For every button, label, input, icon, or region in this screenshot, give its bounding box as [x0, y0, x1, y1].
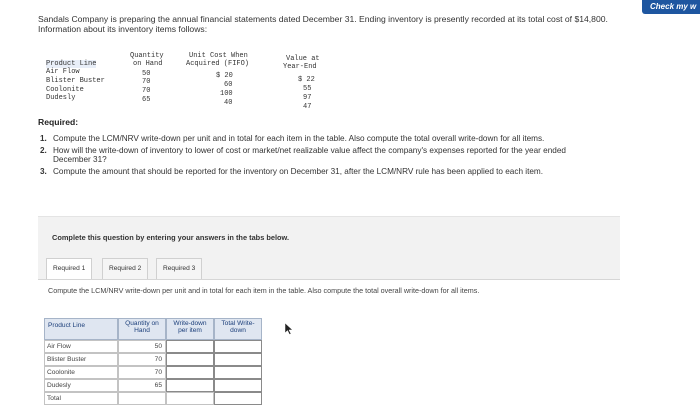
row-product: Air Flow	[46, 68, 80, 76]
tab-content-text: Compute the LCM/NRV write-down per unit and in total for each item in the table. Also compute the total overall write-down for all items.	[48, 286, 480, 295]
requirement-text: How will the write-down of inventory to lower of cost or market/net realizable value affect the company's expenses reported for the year ended December 31?	[53, 145, 566, 165]
grid-header-product-line: Product Line	[44, 318, 118, 340]
inventory-table	[46, 52, 346, 114]
requirement-number: 2.	[40, 145, 47, 155]
grid-header-writedown-1: Write-down	[173, 320, 207, 327]
grid-header-writedown	[166, 318, 214, 340]
writedown-per-item-input[interactable]	[166, 353, 214, 366]
total-writedown-input[interactable]	[214, 379, 262, 392]
required-title: Required:	[38, 117, 79, 127]
requirement-text: Compute the amount that should be reported for the inventory on December 31, after the LCM/NRV rule has been applied to each item.	[53, 166, 544, 176]
grid-header-quantity	[118, 318, 166, 340]
header-unit-cost-1: Unit Cost When	[189, 52, 248, 60]
grid-row-quantity: 70	[118, 353, 166, 366]
row-quantity: 70	[142, 78, 151, 86]
header-quantity-1: Quantity	[130, 52, 164, 60]
total-writedown-input[interactable]	[214, 366, 262, 379]
requirement-item	[40, 167, 600, 177]
grid-header-quantity-2: Hand	[134, 327, 150, 335]
grid-row-quantity: 70	[118, 366, 166, 379]
grid-row-quantity	[118, 392, 166, 405]
row-unit-cost: $ 20	[216, 72, 233, 80]
header-product-line: Product Line	[46, 60, 97, 68]
row-value: 97	[303, 94, 312, 102]
header-quantity-2: on Hand	[133, 60, 163, 68]
writedown-per-item-input[interactable]	[166, 340, 214, 353]
grid-header-total-1: Total Write-	[221, 320, 255, 327]
grid-total-writedown-per-item	[166, 392, 214, 405]
panel-instruction: Complete this question by entering your answers in the tabs below.	[52, 233, 290, 242]
tab-required-1[interactable]: Required 1	[46, 258, 92, 281]
tab-required-2[interactable]: Required 2	[102, 258, 148, 279]
grid-row-quantity: 50	[118, 340, 166, 353]
grid-header-total	[214, 318, 262, 340]
requirement-text: Compute the LCM/NRV write-down per unit and in total for each item in the table. Also compute the total overall write-down for all items.	[53, 134, 545, 143]
row-value: 55	[303, 85, 312, 93]
total-writedown-input[interactable]	[214, 353, 262, 366]
header-unit-cost-2: Acquired (FIFO)	[186, 60, 250, 68]
row-unit-cost: 40	[224, 99, 233, 107]
grid-row-product: Dudesly	[44, 379, 118, 392]
problem-intro: Sandals Company is preparing the annual financial statements dated December 31. Ending inventory is presently recorded at its total cost of $14,800. Information about its inventory items follows:	[38, 14, 608, 34]
requirement-item	[40, 134, 600, 144]
row-product: Coolonite	[46, 86, 84, 94]
grid-row-product: Coolonite	[44, 366, 118, 379]
writedown-per-item-input[interactable]	[166, 366, 214, 379]
total-writedown-input[interactable]	[214, 340, 262, 353]
row-value: $ 22	[298, 76, 315, 84]
requirement-number: 3.	[40, 166, 47, 176]
writedown-per-item-input[interactable]	[166, 379, 214, 392]
row-product: Blister Buster	[46, 77, 105, 85]
requirements-list	[40, 134, 600, 178]
grid-row-quantity: 65	[118, 379, 166, 392]
total-writedown-input[interactable]	[214, 392, 262, 405]
row-quantity: 65	[142, 96, 151, 104]
grid-row-product: Blister Buster	[44, 353, 118, 366]
grid-header-quantity-1: Quantity on	[125, 320, 159, 327]
requirement-number: 1.	[40, 134, 47, 143]
row-quantity: 70	[142, 87, 151, 95]
grid-header-writedown-2: per item	[178, 327, 202, 335]
row-unit-cost: 100	[220, 90, 233, 98]
mouse-cursor-icon	[285, 322, 293, 340]
header-value-2: Year-End	[283, 63, 317, 71]
row-quantity: 50	[142, 70, 151, 78]
requirement-item	[40, 146, 600, 165]
row-product: Dudesly	[46, 94, 76, 102]
check-my-work-button[interactable]: Check my w	[642, 0, 700, 14]
grid-row-total-label: Total	[44, 392, 118, 405]
row-value: 47	[303, 103, 312, 111]
grid-row-product: Air Flow	[44, 340, 118, 353]
header-value-1: Value at	[286, 55, 320, 63]
row-unit-cost: 60	[224, 81, 233, 89]
grid-header-total-2: down	[230, 327, 246, 335]
tab-required-3[interactable]: Required 3	[156, 258, 202, 279]
